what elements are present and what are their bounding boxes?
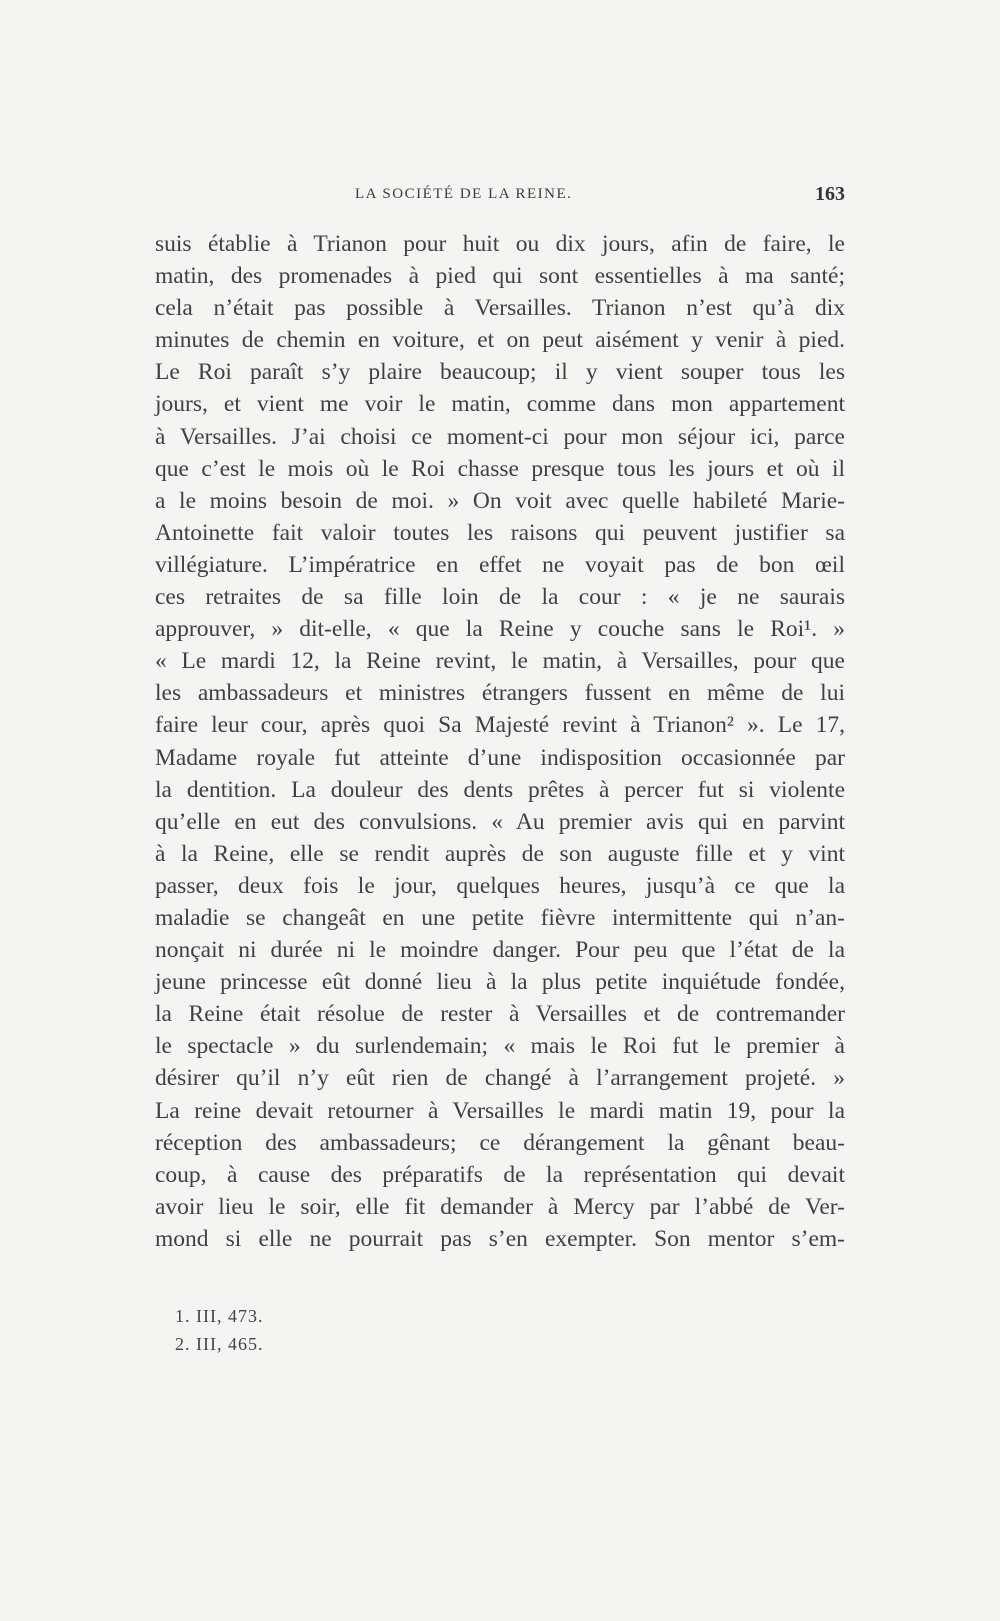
page-number: 163	[815, 183, 845, 205]
text-line: Antoinette fait valoir toutes les raisons qui peuvent justifier sa	[155, 519, 845, 546]
footnote-2: 2. III, 465.	[175, 1334, 264, 1354]
body-text	[155, 228, 845, 1255]
text-line: « Le mardi 12, la Reine revint, le matin, à Versailles, pour que	[155, 648, 845, 675]
text-line: jeune princesse eût donné lieu à la plus petite inquiétude fondée,	[155, 969, 845, 996]
text-line: qu’elle en eut des convulsions. « Au premier avis qui en parvint	[155, 808, 845, 835]
running-head	[155, 183, 845, 210]
text-line: faire leur cour, après quoi Sa Majesté revint à Trianon² ». Le 17,	[155, 712, 845, 739]
text-line: les ambassadeurs et ministres étrangers fussent en même de lui	[155, 680, 845, 707]
text-line: à Versailles. J’ai choisi ce moment-ci pour mon séjour ici, parce	[155, 423, 845, 450]
text-line: suis établie à Trianon pour huit ou dix jours, afin de faire, le	[155, 231, 845, 257]
running-title: LA SOCIÉTÉ DE LA REINE.	[355, 186, 573, 202]
footnotes	[175, 1302, 263, 1358]
text-line: le spectacle » du surlendemain; « mais le Roi fut le premier à	[155, 1033, 845, 1060]
text-line: la Reine était résolue de rester à Versailles et de contremander	[155, 1001, 845, 1028]
text-line: cela n’était pas possible à Versailles. Trianon n’est qu’à dix	[155, 295, 845, 322]
text-line: a le moins besoin de moi. » On voit avec quelle habileté Marie-	[155, 487, 845, 514]
text-line: approuver, » dit-elle, « que la Reine y couche sans le Roi¹. »	[155, 616, 845, 643]
text-line: nonçait ni durée ni le moindre danger. Pour peu que l’état de la	[155, 937, 845, 964]
text-line: Madame royale fut atteinte d’une indisposition occasionnée par	[155, 744, 845, 771]
text-line: réception des ambassadeurs; ce dérangement la gênant beau-	[155, 1129, 845, 1156]
text-line: ces retraites de sa fille loin de la cour : « je ne saurais	[155, 584, 845, 611]
text-line: coup, à cause des préparatifs de la représentation qui devait	[155, 1161, 845, 1188]
text-line: La reine devait retourner à Versailles le mardi matin 19, pour la	[155, 1097, 845, 1124]
text-line: Le Roi paraît s’y plaire beaucoup; il y vient souper tous les	[155, 359, 845, 386]
text-line: matin, des promenades à pied qui sont essentielles à ma santé;	[155, 263, 845, 290]
text-line: passer, deux fois le jour, quelques heures, jusqu’à ce que la	[155, 872, 845, 899]
text-line: jours, et vient me voir le matin, comme dans mon appartement	[155, 391, 845, 418]
text-line: à la Reine, elle se rendit auprès de son auguste fille et y vint	[155, 840, 845, 867]
text-line: avoir lieu le soir, elle fit demander à Mercy par l’abbé de Ver-	[155, 1193, 845, 1220]
text-line: maladie se changeât en une petite fièvre intermittente qui n’an-	[155, 904, 845, 931]
text-line: que c’est le mois où le Roi chasse presque tous les jours et où il	[155, 455, 845, 482]
text-line: minutes de chemin en voiture, et on peut aisément y venir à pied.	[155, 327, 845, 354]
text-line: la dentition. La douleur des dents prêtes à percer fut si violente	[155, 776, 845, 803]
footnote-1: 1. III, 473.	[175, 1306, 264, 1326]
text-line: mond si elle ne pourrait pas s’en exempter. Son mentor s’em-	[155, 1225, 845, 1252]
text-line: désirer qu’il n’y eût rien de changé à l’arrangement projeté. »	[155, 1065, 845, 1092]
text-line: villégiature. L’impératrice en effet ne voyait pas de bon œil	[155, 551, 845, 578]
